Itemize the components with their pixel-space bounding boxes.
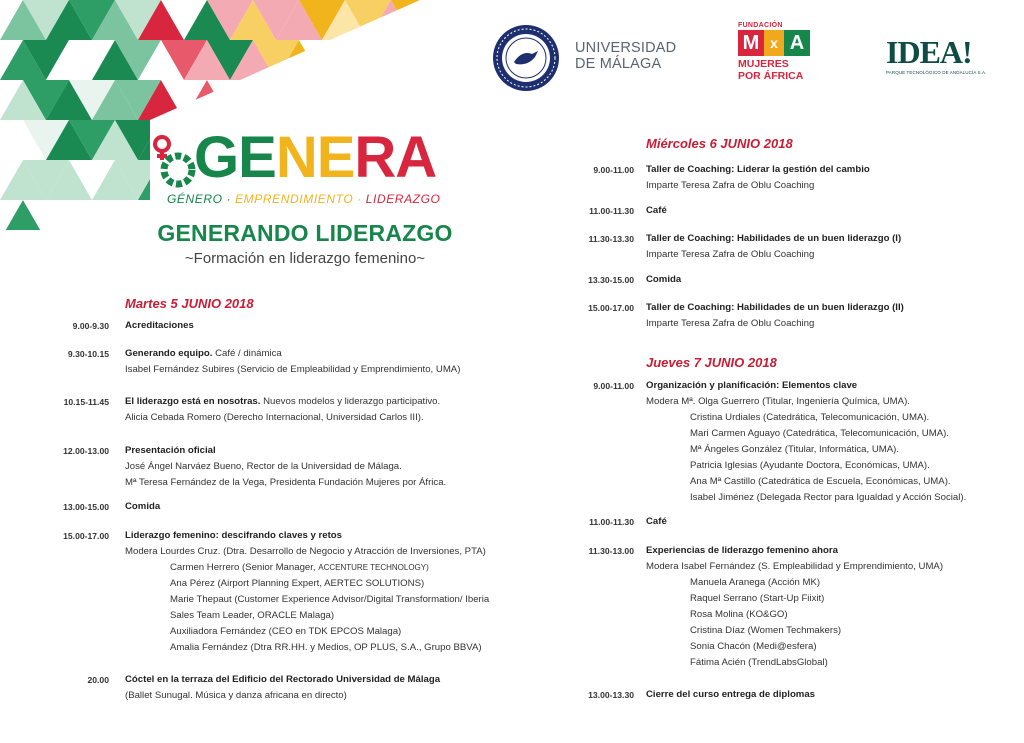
session-title: Taller de Coaching: Habilidades de un buen liderazgo (II) (646, 302, 904, 313)
moderator-label: Modera (646, 396, 682, 407)
panelist-desc: (Acción MK) (765, 577, 821, 588)
panelist-name: Manuela Aranega (690, 577, 766, 588)
female-gear-icon (148, 132, 200, 188)
genera-logo (148, 125, 448, 190)
instructor-name: Teresa Zafra (681, 318, 735, 329)
panelist-name: Sonia Chacón (690, 641, 751, 652)
moderator-desc: (Titular, Ingeniería Química, UMA). (759, 396, 910, 407)
speaker-desc: (Derecho Internacional, Universidad Carlos III). (220, 412, 424, 423)
session-time: 13.00-13.30 (588, 690, 634, 700)
panelist-desc: (Titular, Informática, UMA). (782, 444, 900, 455)
panelist-desc: (TrendLabsGlobal) (745, 657, 828, 668)
session-time: 11.00-11.30 (589, 206, 634, 216)
panelist-desc: (Catedrática, Telecomunicación, UMA). (760, 412, 930, 423)
instructor-name: Teresa Zafra (681, 180, 735, 191)
session-title: Liderazgo femenino: descifrando claves y retos (125, 530, 342, 541)
university-name (575, 40, 676, 72)
session-time: 9.30-10.15 (67, 349, 109, 359)
day-heading-thursday: Jueves 7 JUNIO 2018 (646, 355, 777, 370)
panelist-desc-cont: Sales Team Leader, ORACLE Malaga) (170, 610, 335, 621)
genera-letter-n: N (275, 125, 317, 190)
session-time: 13.00-15.00 (63, 502, 109, 512)
mpa-line1: MUJERES (738, 58, 789, 70)
session-time: 15.00-17.00 (63, 531, 109, 541)
session-time: 11.30-13.30 (588, 234, 634, 244)
session-title: Café (646, 205, 667, 216)
mpa-mark-a: A (784, 30, 810, 56)
moderator-name: Lourdes Cruz. (160, 546, 221, 557)
session-extra: Café / dinámica (212, 348, 282, 359)
mpa-fundacion: FUNDACIÓN (738, 22, 783, 29)
session-title: Taller de Coaching: Liderar la gestión del cambio (646, 164, 870, 175)
session-title: Cierre del curso entrega de diplomas (646, 689, 816, 700)
session-time: 9.00-9.30 (72, 321, 109, 331)
moderator-name: Mª. Olga Guerrero (681, 396, 760, 407)
idea-logo (886, 36, 986, 75)
panelist-name: Raquel Serrano (690, 593, 758, 604)
speaker-name: Isabel Fernández Subires (125, 364, 235, 375)
speaker-desc: , Presidenta Fundación Mujeres por África. (264, 477, 447, 488)
panelist-name: Cristina Urdiales (690, 412, 761, 423)
panelist-name: Rosa Molina (690, 609, 744, 620)
session-title: Comida (646, 274, 682, 285)
speaker-name: Alicia Cebada Romero (125, 412, 221, 423)
panelist-desc: (Airport Planning Expert, AERTEC SOLUTIONS) (214, 578, 425, 589)
panelist-name: Mari Carmen Aguayo (690, 428, 781, 439)
mpa-mark-x: x (764, 30, 784, 56)
mpa-mark (738, 30, 820, 56)
panelist-name: Patricia Iglesias (690, 460, 758, 471)
session-title: El liderazgo está en nosotras. (125, 396, 261, 407)
session-time: 20.00 (87, 675, 109, 685)
panelist-name: Carmen Herrero (170, 562, 240, 573)
moderator-desc: (S. Empleabilidad y Emprendimiento, UMA) (755, 561, 944, 572)
panelist-desc: (Catedrática, Telecomunicación, UMA). (780, 428, 949, 439)
university-line2: DE MÁLAGA (575, 56, 662, 72)
speaker-desc: (Servicio de Empleabilidad y Emprendimiento, UMA) (234, 364, 461, 375)
session-title: Presentación oficial (125, 445, 216, 456)
panelist-name: Auxiliadora Fernández (170, 626, 266, 637)
session-time: 10.15-11.45 (63, 397, 109, 407)
mpa-mark-m: M (738, 30, 764, 56)
session-time: 11.00-11.30 (589, 517, 634, 527)
tagline-dot-2: · (353, 192, 366, 206)
university-line1: UNIVERSIDAD (575, 40, 677, 56)
speaker-name: Mª Teresa Fernández de la Vega (125, 477, 265, 488)
panelist-desc-company: ACCENTURE TECHNOLOGY) (318, 563, 429, 572)
instructor-label: Imparte (646, 180, 682, 191)
day-heading-wednesday: Miércoles 6 JUNIO 2018 (646, 136, 793, 151)
panelist-desc: (Women Techmakers) (744, 625, 842, 636)
university-seal-icon (492, 24, 560, 92)
instructor-org: de Oblu Coaching (734, 249, 815, 260)
panelist-name: Cristina Díaz (690, 625, 745, 636)
page-title: GENERANDO LIDERAZGO (157, 220, 453, 246)
genera-tagline (167, 192, 440, 206)
panelist-name: Marie Thepaut (170, 594, 232, 605)
moderator-name: Isabel Fernández (681, 561, 756, 572)
moderator-label: Modera (125, 546, 161, 557)
session-time: 9.00-11.00 (593, 165, 634, 175)
speaker-desc: , Rector de la Universidad de Málaga. (241, 461, 402, 472)
panelist-name: Ana Pérez (170, 578, 215, 589)
panelist-desc: (Catedrática de Escuela, Económicas, UMA). (755, 476, 951, 487)
session-title: Acreditaciones (125, 320, 194, 331)
session-desc: (Ballet Sunugal. Música y danza africana en directo) (125, 690, 347, 701)
genera-letter-a: A (395, 125, 437, 190)
panelist-name: Ana Mª Castillo (690, 476, 756, 487)
panelist-desc: (KO&GO) (743, 609, 788, 620)
tagline-genero: GÉNERO (167, 192, 223, 206)
moderator-label: Modera (646, 561, 682, 572)
instructor-org: de Oblu Coaching (734, 318, 815, 329)
idea-word: IDEA! (886, 34, 972, 70)
day-heading-tuesday: Martes 5 JUNIO 2018 (125, 296, 254, 311)
moderator-desc: (Dtra. Desarrollo de Negocio y Atracción de Inversiones, PTA) (220, 546, 486, 557)
mujeres-por-africa-logo (738, 22, 820, 82)
panelist-desc: (Start-Up Fiixit) (757, 593, 825, 604)
instructor-org: de Oblu Coaching (734, 180, 815, 191)
session-time: 15.00-17.00 (588, 303, 634, 313)
session-time: 12.00-13.00 (63, 446, 109, 456)
idea-subtitle: PARQUE TECNOLÓGICO DE ANDALUCÍA S.A. (886, 70, 987, 75)
panelist-desc: (Delegada Rector para Igualdad y Acción Social). (754, 492, 967, 503)
genera-letter-e2: E (316, 125, 355, 190)
panelist-name: Amalia Fernández (170, 642, 248, 653)
genera-wordmark (194, 125, 437, 190)
session-title: Café (646, 516, 667, 527)
instructor-label: Imparte (646, 318, 682, 329)
panelist-desc: (CEO en TDK EPCOS Malaga) (266, 626, 402, 637)
tagline-liderazgo: LIDERAZGO (365, 192, 441, 206)
session-time: 13.30-15.00 (588, 275, 634, 285)
genera-letter-g: G (194, 125, 239, 190)
panelist-desc: (Customer Experience Advisor/Digital Transformation/ Iberia (231, 594, 490, 605)
panelist-desc: (Senior Manager, (239, 562, 319, 573)
instructor-name: Teresa Zafra (681, 249, 735, 260)
tagline-emprendimiento: EMPRENDIMIENTO (235, 192, 354, 206)
panelist-desc: (Ayudante Doctora, Económicas, UMA). (757, 460, 930, 471)
speaker-name: José Ángel Narváez Bueno (125, 461, 242, 472)
panelist-desc: (Medi@esfera) (750, 641, 817, 652)
genera-letter-r: R (354, 125, 396, 190)
session-title: Generando equipo. (125, 348, 213, 359)
panelist-name: Isabel Jiménez (690, 492, 754, 503)
genera-letter-e1: E (238, 125, 276, 190)
page-subtitle: ~Formación en liderazgo femenino~ (184, 250, 426, 267)
session-title: Cóctel en la terraza del Edificio del Rectorado Universidad de Málaga (125, 674, 441, 685)
instructor-label: Imparte (646, 249, 682, 260)
session-extra: Nuevos modelos y liderazgo participativo. (260, 396, 441, 407)
session-title: Experiencias de liderazgo femenino ahora (646, 545, 838, 556)
mpa-line2: POR ÁFRICA (738, 70, 804, 82)
session-time: 9.00-11.00 (593, 381, 634, 391)
session-time: 11.30-13.00 (588, 546, 634, 556)
session-title: Organización y planificación: Elementos clave (646, 380, 858, 391)
panelist-name: Mª Ángeles González (690, 444, 783, 455)
session-title: Comida (125, 501, 161, 512)
session-title: Taller de Coaching: Habilidades de un buen liderazgo (I) (646, 233, 902, 244)
panelist-name: Fátima Acién (690, 657, 746, 668)
panelist-desc: (Dtra RR.HH. y Medios, OP PLUS, S.A., Grupo BBVA) (247, 642, 482, 653)
tagline-dot-1: · (222, 192, 236, 206)
